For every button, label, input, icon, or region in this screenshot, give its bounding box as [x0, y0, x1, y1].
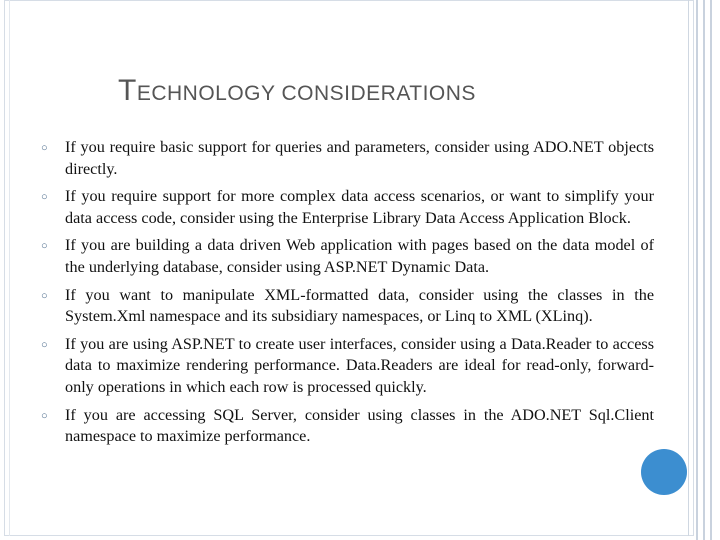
bullet-text: If you are using ASP.NET to create user interfaces, consider using a Data.Reader to access data to maximize rendering performance. Data.Readers are ideal for read-only, forward-only operations in which each row is processed quickly.	[65, 334, 654, 396]
bullet-text: If you require basic support for queries and parameters, consider using ADO.NET objects directly.	[65, 138, 654, 178]
bullet-item	[40, 334, 654, 399]
slide-title	[118, 74, 476, 108]
hollow-circle-bullet-icon: ○	[41, 142, 48, 154]
title-first-letter: T	[118, 74, 137, 107]
right-decorative-rail	[694, 0, 720, 540]
hollow-circle-bullet-icon: ○	[41, 409, 48, 422]
bullet-item	[40, 235, 654, 278]
rail-line	[703, 0, 705, 540]
bullet-item	[40, 137, 654, 180]
hollow-circle-bullet-icon: ○	[41, 240, 48, 253]
bullet-item	[40, 405, 654, 448]
bullet-list	[40, 137, 654, 454]
hollow-circle-bullet-icon: ○	[41, 338, 48, 351]
hollow-circle-bullet-icon: ○	[41, 289, 48, 302]
bullet-item	[40, 285, 654, 328]
bullet-text: If you require support for more complex data access scenarios, or want to simplify your data access code, consider using the Enterprise Library Data Access Application Block.	[65, 187, 654, 227]
rail-line	[710, 0, 712, 540]
decorative-accent-circle	[641, 449, 687, 495]
bullet-text: If you are accessing SQL Server, consider using classes in the ADO.NET Sql.Client namespace to maximize performance.	[65, 405, 654, 446]
bullet-item	[40, 186, 654, 229]
bullet-text: If you are building a data driven Web application with pages based on the data model of the underlying database, consider using ASP.NET Dynamic Data.	[65, 236, 654, 276]
hollow-circle-bullet-icon: ○	[41, 191, 48, 204]
title-rest: ECHNOLOGY CONSIDERATIONS	[136, 82, 476, 105]
rail-line	[696, 0, 698, 540]
bullet-text: If you want to manipulate XML-formatted data, consider using the classes in the System.Xml namespace and its subsidiary namespaces, or Linq to XML (XLinq).	[65, 285, 654, 326]
